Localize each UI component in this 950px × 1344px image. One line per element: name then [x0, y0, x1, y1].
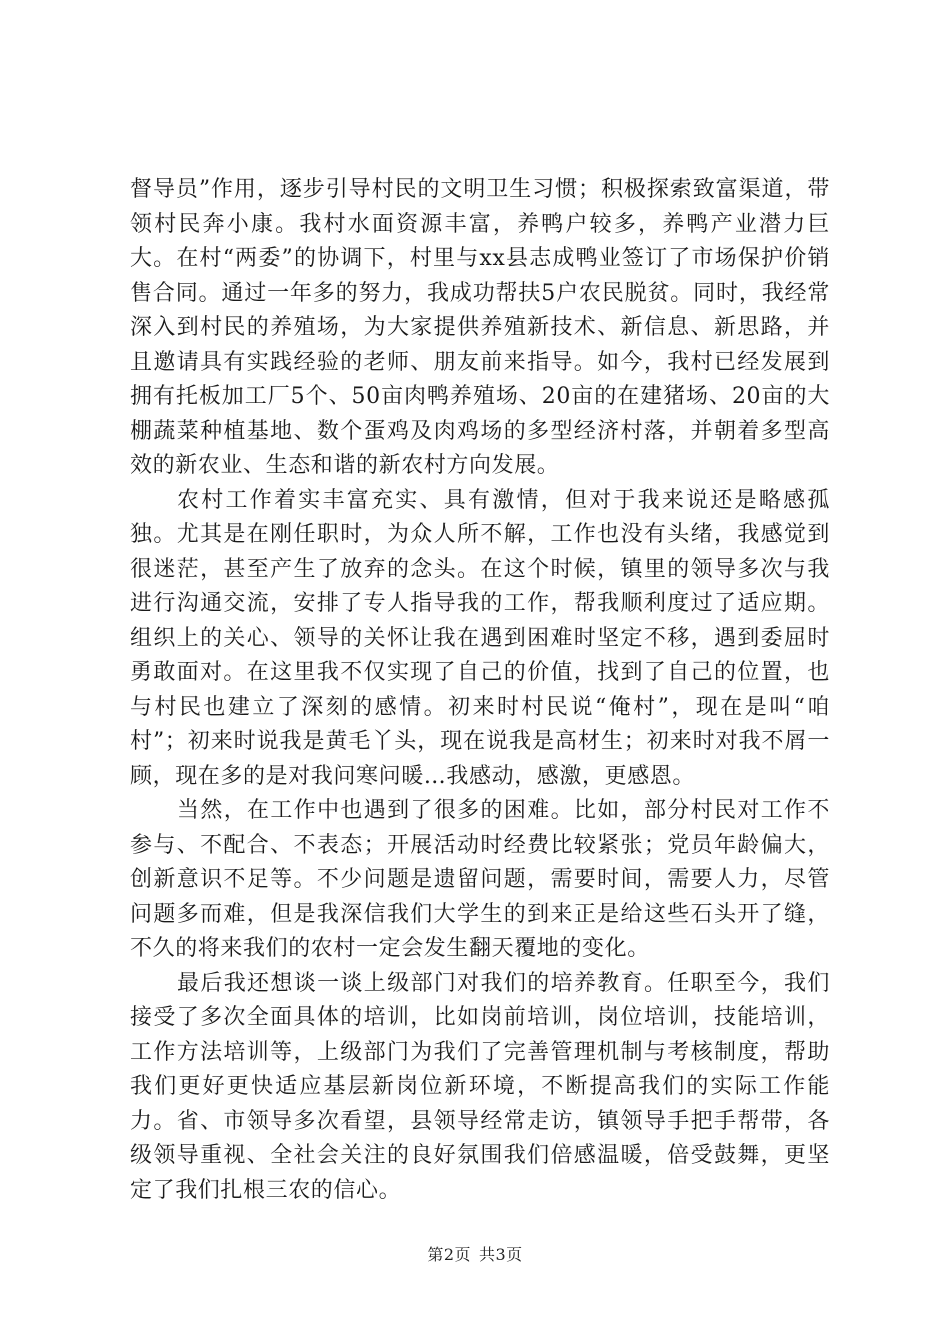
page-number: 第2页	[427, 1245, 471, 1264]
page-total: 共3页	[479, 1245, 523, 1264]
page-footer	[0, 1242, 950, 1265]
paragraph-training: 最后我还想谈一谈上级部门对我们的培养教育。任职至今，我们接受了多次全面具体的培训，比如岗前培训，岗位培训，技能培训，工作方法培训等，上级部门为我们了完善管理机制与考核制度，帮助我们更好更快适应基层新岗位新环境，不断提高我们的实际工作能力。省、市领导多次看望，县领导经常走访，镇领导手把手帮带，各级领导重视、全社会关注的良好氛围我们倍感温暖，倍受鼓舞，更坚定了我们扎根三农的信心。	[130, 970, 830, 1203]
document-body	[130, 173, 830, 1208]
paragraph-difficulties: 当然，在工作中也遇到了很多的困难。比如，部分村民对工作不参与、不配合、不表态；开展活动时经费比较紧张；党员年龄偏大，创新意识不足等。不少问题是遗留问题，需要时间，需要人力，尽管问题多而难，但是我深信我们大学生的到来正是给这些石头开了缝，不久的将来我们的农村一定会发生翻天覆地的变化。	[130, 798, 830, 961]
paragraph-loneliness: 农村工作着实丰富充实、具有激情，但对于我来说还是略感孤独。尤其是在刚任职时，为众人所不解，工作也没有头绪，我感觉到很迷茫，甚至产生了放弃的念头。在这个时候，镇里的领导多次与我进行沟通交流，安排了专人指导我的工作，帮我顺利度过了适应期。组织上的关心、领导的关怀让我在遇到困难时坚定不移，遇到委屈时勇敢面对。在这里我不仅实现了自己的价值，找到了自己的位置，也与村民也建立了深刻的感情。初来时村民说“俺村”，现在是叫“咱村”；初来时说我是黄毛丫头，现在说我是高材生；初来时对我不屑一顾，现在多的是对我问寒问暖…我感动，感激，更感恩。	[130, 487, 830, 789]
paragraph-continuation: 督导员”作用，逐步引导村民的文明卫生习惯；积极探索致富渠道，带领村民奔小康。我村水面资源丰富，养鸭户较多，养鸭产业潜力巨大。在村“两委”的协调下，村里与xx县志成鸭业签订了市场保护价销售合同。通过一年多的努力，我成功帮扶5户农民脱贫。同时，我经常深入到村民的养殖场，为大家提供养殖新技术、新信息、新思路，并且邀请具有实践经验的老师、朋友前来指导。如今，我村已经发展到拥有托板加工厂5个、50亩肉鸭养殖场、20亩的在建猪场、20亩的大棚蔬菜种植基地、数个蛋鸡及肉鸡场的多型经济村落，并朝着多型高效的新农业、生态和谐的新农村方向发展。	[130, 177, 830, 478]
